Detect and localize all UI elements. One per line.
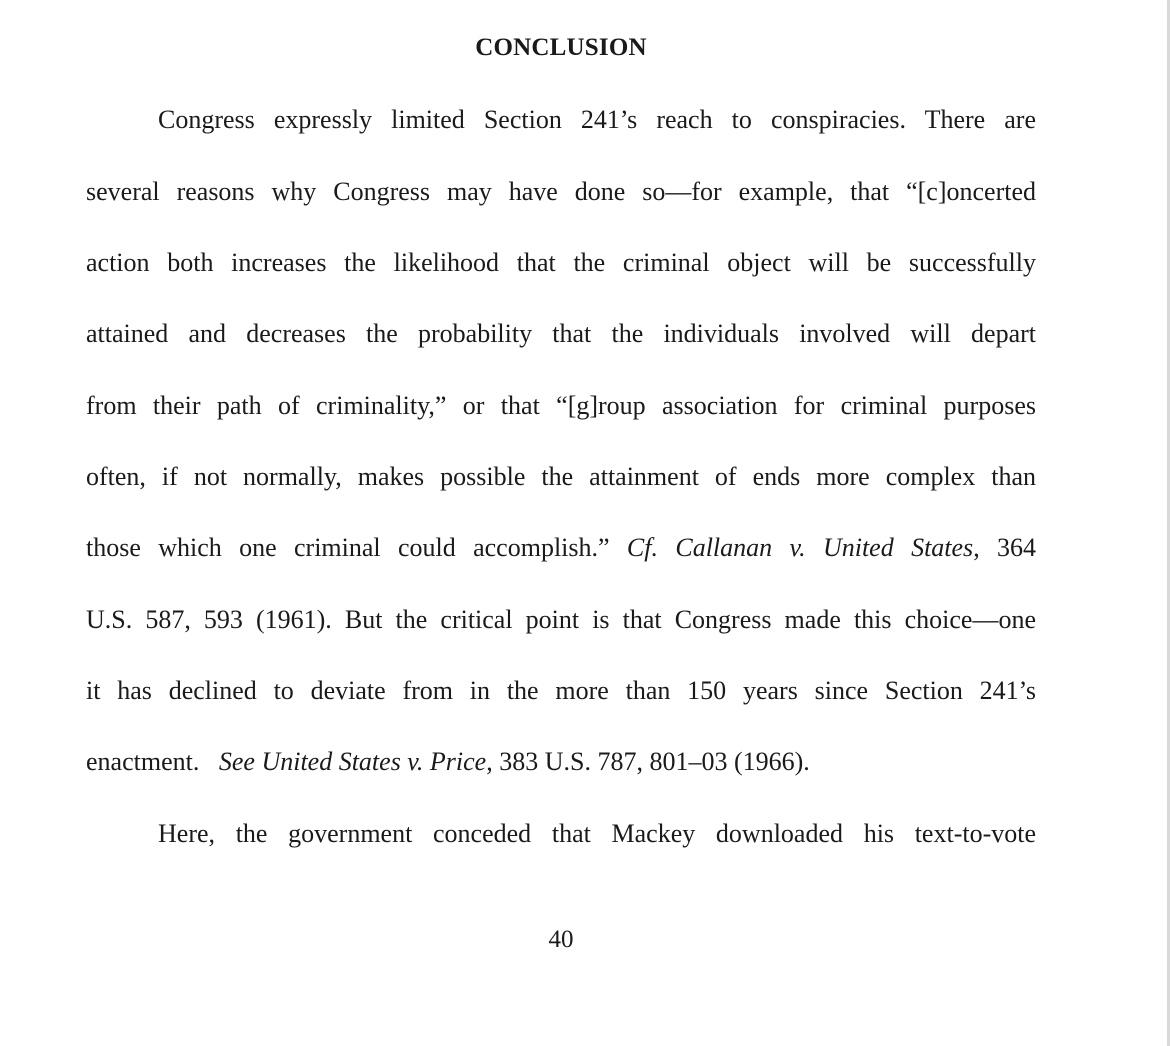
paragraph1-line8: U.S. 587, 593 (1961). But the critical point is that Congress made this choice—one	[86, 605, 1036, 634]
citation-tail: , 364	[973, 533, 1037, 562]
paragraph1-line4: attained and decreases the probability that the individuals involved will depart	[86, 319, 1036, 348]
citation-signal: Cf.	[626, 533, 658, 562]
page-number: 40	[548, 926, 574, 953]
paragraph1-line3: action both increases the likelihood that the criminal object will be successfully	[86, 248, 1036, 277]
paragraph1-line5: from their path of criminality,” or that “[g]roup association for criminal purposes	[86, 391, 1036, 420]
citation-tail: , 383 U.S. 787, 801–03 (1966).	[486, 747, 810, 776]
enactment-text: enactment.	[86, 747, 200, 776]
case-name: United States v. Price	[261, 747, 487, 776]
quote-end-text: those which one criminal could accomplish.”	[86, 533, 610, 562]
case-name: Callanan v. United States	[675, 533, 974, 562]
paragraph1-line10	[86, 746, 1036, 778]
paragraph1-line6: often, if not normally, makes possible the attainment of ends more complex than	[86, 462, 1036, 491]
citation-signal: See	[218, 747, 255, 776]
paragraph1-line2: several reasons why Congress may have done so—for example, that “[c]oncerted	[86, 177, 1036, 206]
paragraph1-line7	[86, 532, 1036, 564]
section-heading: CONCLUSION	[475, 34, 647, 61]
paragraph1-line9: it has declined to deviate from in the more than 150 years since Section 241’s	[86, 676, 1036, 705]
paragraph1-line1: Congress expressly limited Section 241’s reach to conspiracies. There are	[158, 105, 1036, 134]
paragraph2-line1: Here, the government conceded that Mackey downloaded his text-to-vote	[158, 819, 1036, 848]
